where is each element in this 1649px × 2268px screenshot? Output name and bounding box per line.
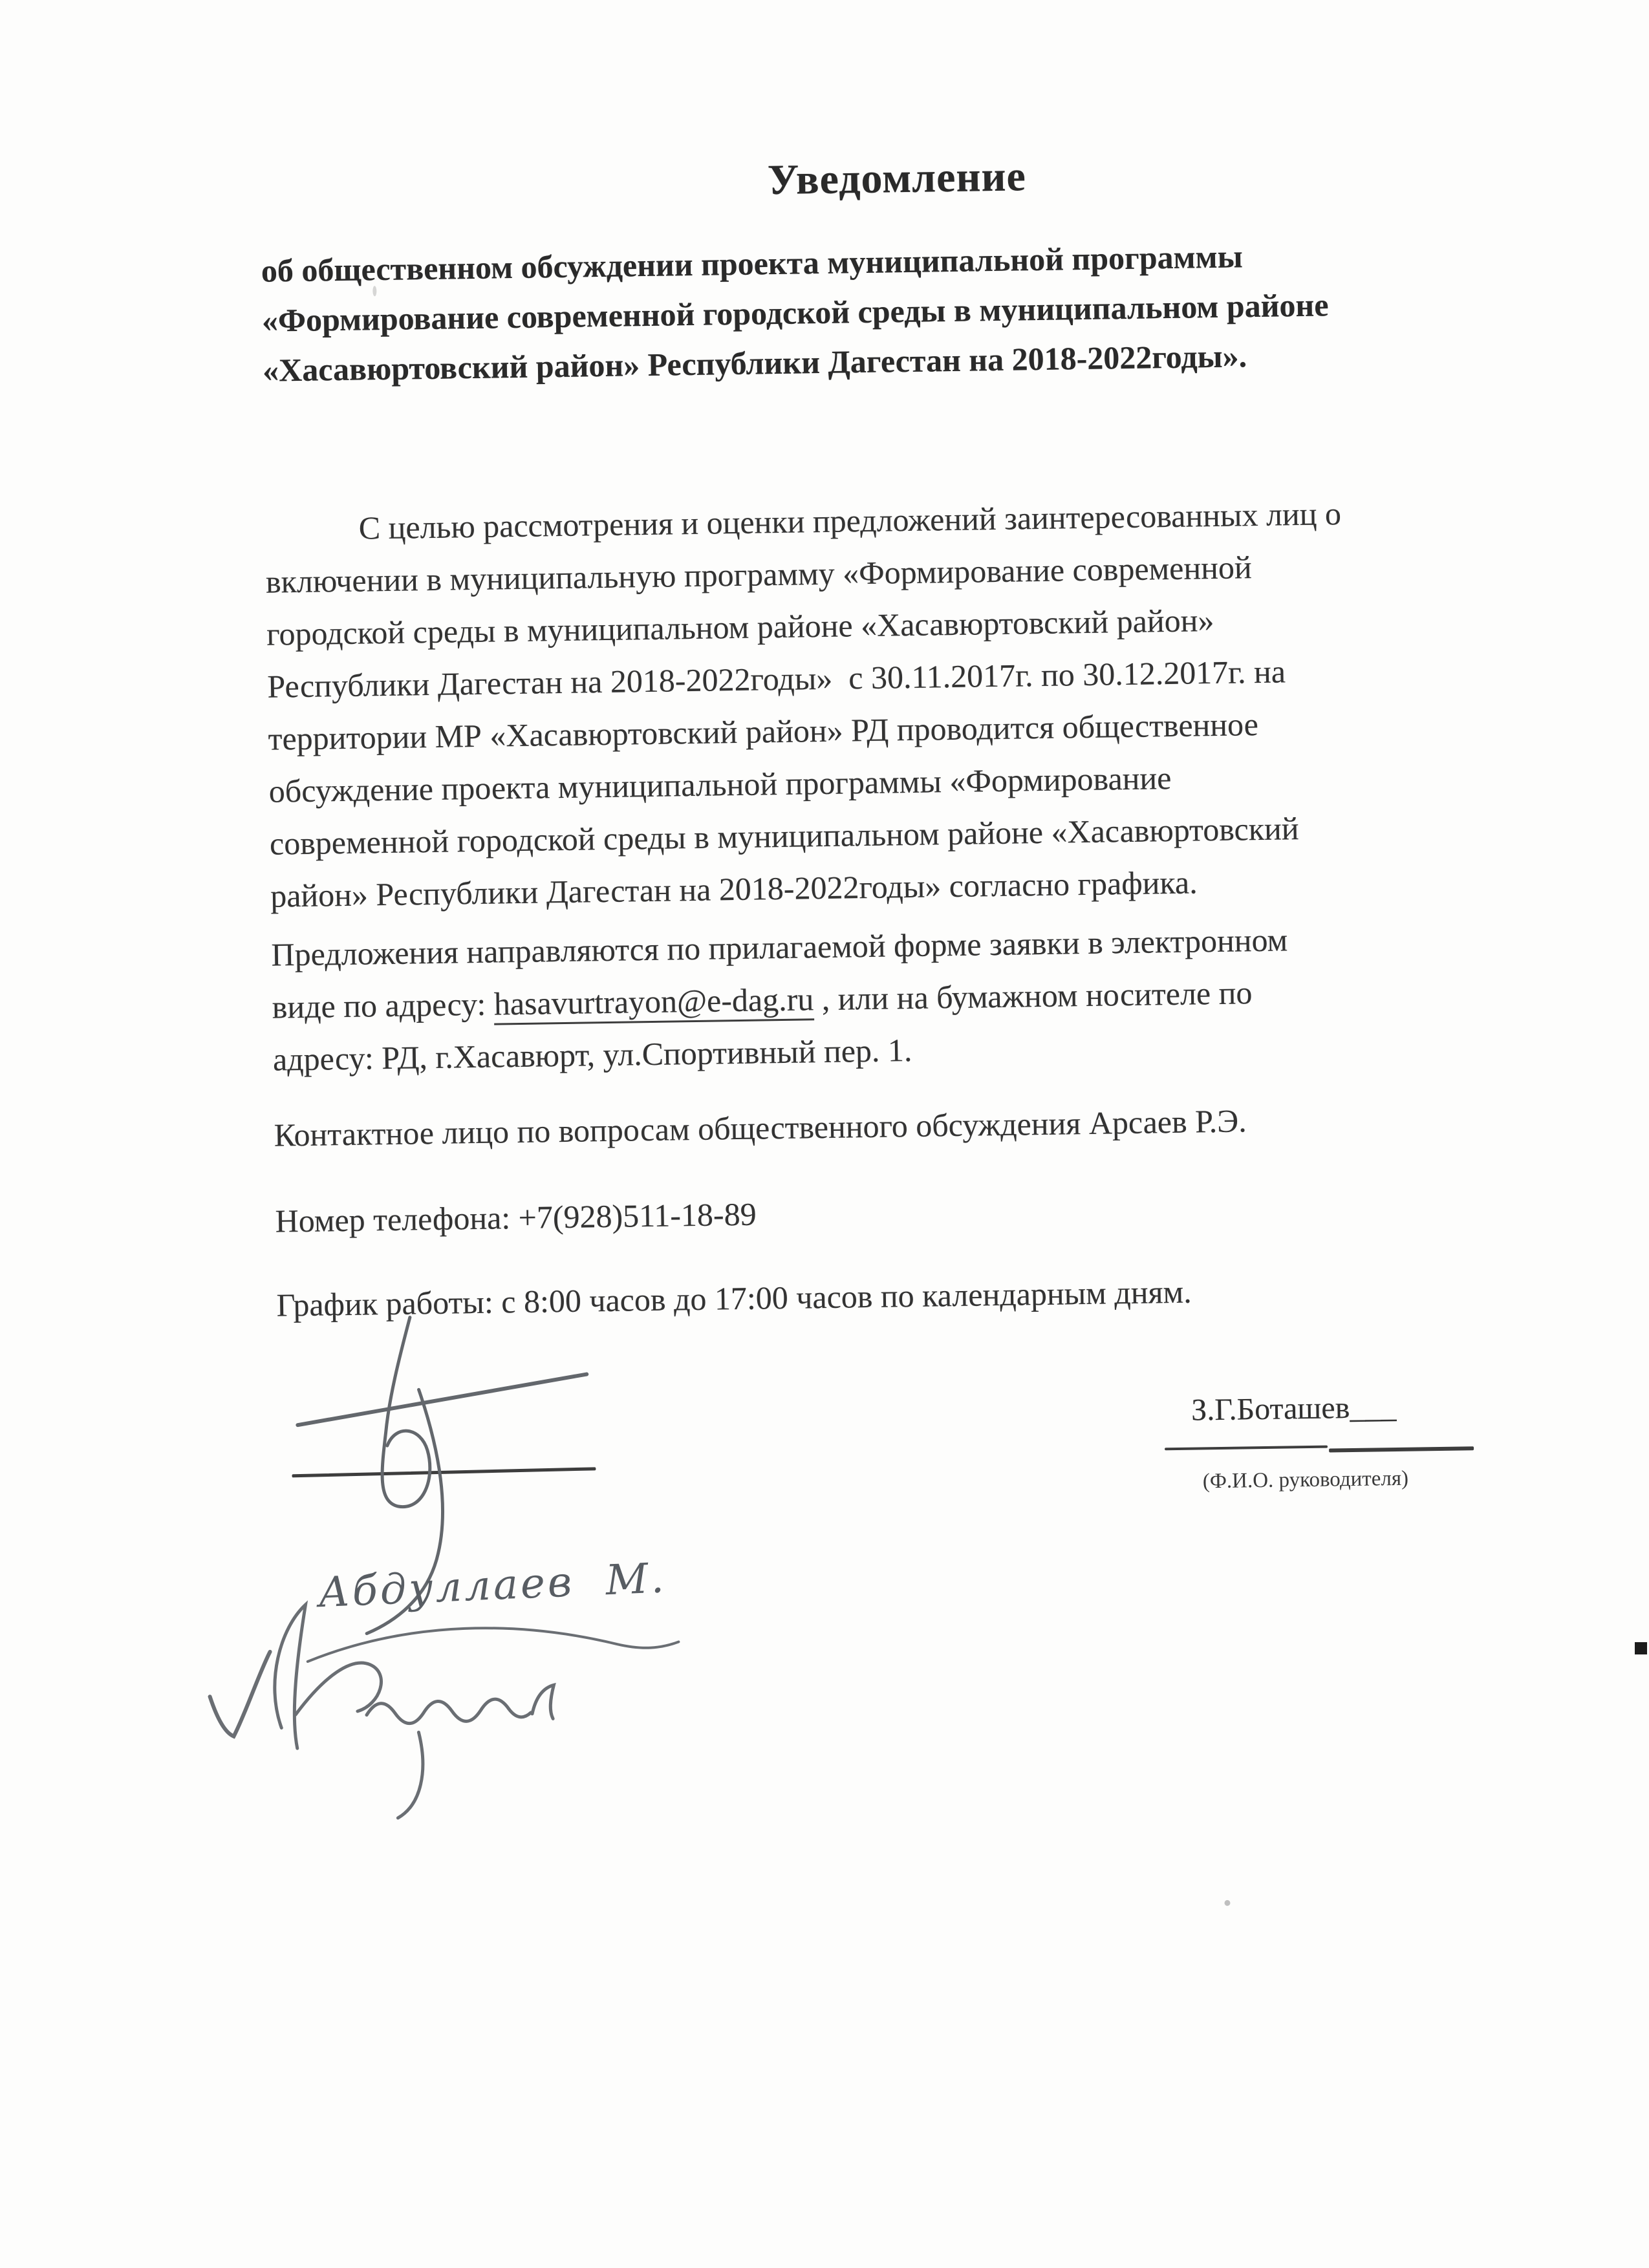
work-schedule-line: График работы: с 8:00 часов до 17:00 часов по календарным дням. [276, 1273, 1192, 1323]
scan-speck [1224, 1900, 1230, 1906]
email-address: hasavurtrayon@e-dag.ru [493, 981, 814, 1025]
body-line: территории МР «Хасавюртовский район» РД проводится общественное [268, 706, 1259, 757]
head-name-underline [1165, 1446, 1328, 1451]
submission-line2-suffix: , или на бумажном носителе по [813, 974, 1253, 1018]
head-caption: (Ф.И.О. руководителя) [1202, 1466, 1409, 1493]
body-line: Республики Дагестан на 2018-2022годы» с 30.11.2017г. по 30.12.2017г. на [266, 653, 1286, 705]
body-line: район» Республики Дагестан на 2018-2022годы» согласно графика. [270, 864, 1198, 914]
submission-line: адресу: РД, г.Хасавюрт, ул.Спортивный пер. 1. [272, 1032, 912, 1078]
body-line: обсуждение проекта муниципальной программы «Формирование [268, 760, 1172, 809]
scan-speck [372, 286, 376, 296]
secondary-signature-scribble [197, 1572, 757, 1839]
submission-line: Предложения направляются по прилагаемой форме заявки в электронном [271, 921, 1288, 973]
scan-edge-square [1635, 1642, 1647, 1654]
subtitle-line: об общественном обсуждении проекта муниципальной программы [261, 238, 1244, 289]
check-mark-stroke [210, 1652, 272, 1737]
body-line: городской среды в муниципальном районе «Хасавюртовский район» [266, 602, 1214, 652]
submission-paragraph [271, 910, 1573, 1086]
subtitle-line: «Формирование современной городской среды в муниципальном районе [261, 286, 1329, 339]
body-line: С целью рассмотрения и оценки предложений заинтересованных лиц о [358, 495, 1342, 546]
submission-line2-prefix: виде по адресу: [272, 985, 495, 1025]
head-name: З.Г.Боташев___ [1191, 1389, 1397, 1428]
subtitle-line: «Хасавюртовский район» Республики Дагестан на 2018-2022годы». [262, 337, 1247, 389]
body-line: современной городской среды в муниципальном районе «Хасавюртовский [269, 810, 1299, 862]
phone-number-line: Номер телефона: +7(928)511-18-89 [275, 1195, 757, 1239]
document-subtitle [261, 227, 1562, 396]
handwritten-name: Абдуллаев М. [317, 1554, 667, 1618]
head-name-underline [1329, 1446, 1474, 1452]
contact-person-line: Контактное лицо по вопросам общественного обсуждения Арсаев Р.Э. [274, 1102, 1247, 1153]
document-title: Уведомление [767, 153, 1027, 204]
body-paragraph [264, 484, 1570, 923]
body-line: включении в муниципальную программу «Формирование современной [265, 549, 1253, 600]
